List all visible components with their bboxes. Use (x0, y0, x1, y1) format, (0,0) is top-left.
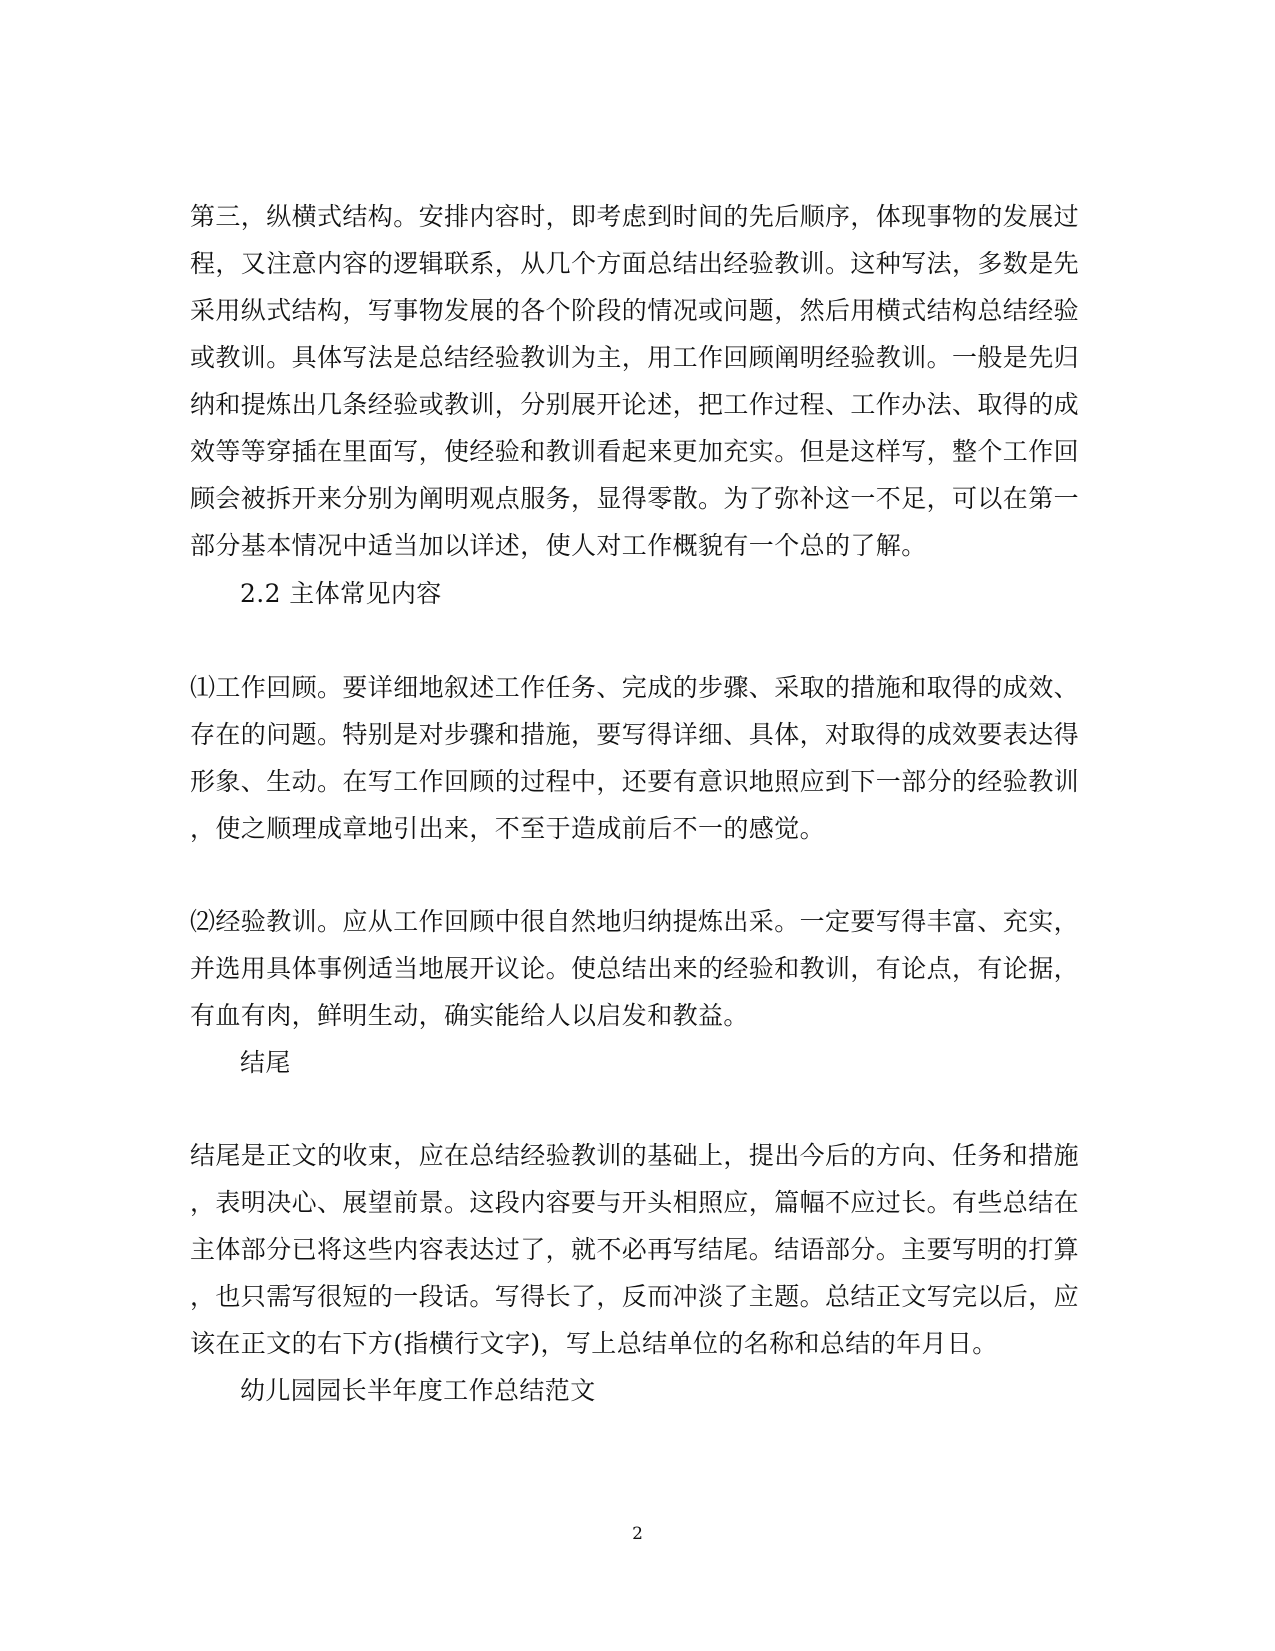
body-text-line: 该在正文的右下方(指横行文字)，写上总结单位的名称和总结的年月日。 (190, 1329, 998, 1358)
body-text-line: ，使之顺理成章地引出来，不至于造成前后不一的感觉。 (190, 814, 826, 843)
body-text-line: 存在的问题。特别是对步骤和措施，要写得详细、具体，对取得的成效要表达得 (190, 720, 1080, 749)
body-text-line: ，也只需写很短的一段话。写得长了，反而冲淡了主题。总结正文写完以后，应 (190, 1282, 1080, 1311)
body-text-line: ⑵经验教训。应从工作回顾中很自然地归纳提炼出采。一定要写得丰富、充实， (190, 907, 1080, 936)
body-text-line: 并选用具体事例适当地展开议论。使总结出来的经验和教训，有论点，有论据， (190, 954, 1080, 983)
body-text-line: 纳和提炼出几条经验或教训，分别展开论述，把工作过程、工作办法、取得的成 (190, 390, 1080, 419)
body-text-line: 效等等穿插在里面写，使经验和教训看起来更加充实。但是这样写，整个工作回 (190, 437, 1080, 466)
section-heading: 2.2 主体常见内容 (240, 579, 442, 608)
section-heading: 结尾 (240, 1048, 291, 1077)
body-text-line: 采用纵式结构，写事物发展的各个阶段的情况或问题，然后用横式结构总结经验 (190, 296, 1080, 325)
body-text-line: 有血有肉，鲜明生动，确实能给人以启发和教益。 (190, 1001, 749, 1030)
section-heading: 幼儿园园长半年度工作总结范文 (240, 1376, 596, 1405)
body-text-line: ，表明决心、展望前景。这段内容要与开头相照应，篇幅不应过长。有些总结在 (190, 1188, 1080, 1217)
body-text-line: 程，又注意内容的逻辑联系，从几个方面总结出经验教训。这种写法，多数是先 (190, 249, 1080, 278)
body-text-line: 第三，纵横式结构。安排内容时，即考虑到时间的先后顺序，体现事物的发展过 (190, 202, 1080, 231)
page-number: 2 (632, 1524, 643, 1544)
body-text-line: 结尾是正文的收束，应在总结经验教训的基础上，提出今后的方向、任务和措施 (190, 1141, 1080, 1170)
body-text-line: ⑴工作回顾。要详细地叙述工作任务、完成的步骤、采取的措施和取得的成效、 (190, 673, 1080, 702)
body-text-line: 主体部分已将这些内容表达过了，就不必再写结尾。结语部分。主要写明的打算 (190, 1235, 1080, 1264)
body-text-line: 或教训。具体写法是总结经验教训为主，用工作回顾阐明经验教训。一般是先归 (190, 343, 1080, 372)
body-text-line: 形象、生动。在写工作回顾的过程中，还要有意识地照应到下一部分的经验教训 (190, 767, 1080, 796)
body-text-line: 部分基本情况中适当加以详述，使人对工作概貌有一个总的了解。 (190, 531, 927, 560)
body-text-line: 顾会被拆开来分别为阐明观点服务，显得零散。为了弥补这一不足，可以在第一 (190, 484, 1080, 513)
